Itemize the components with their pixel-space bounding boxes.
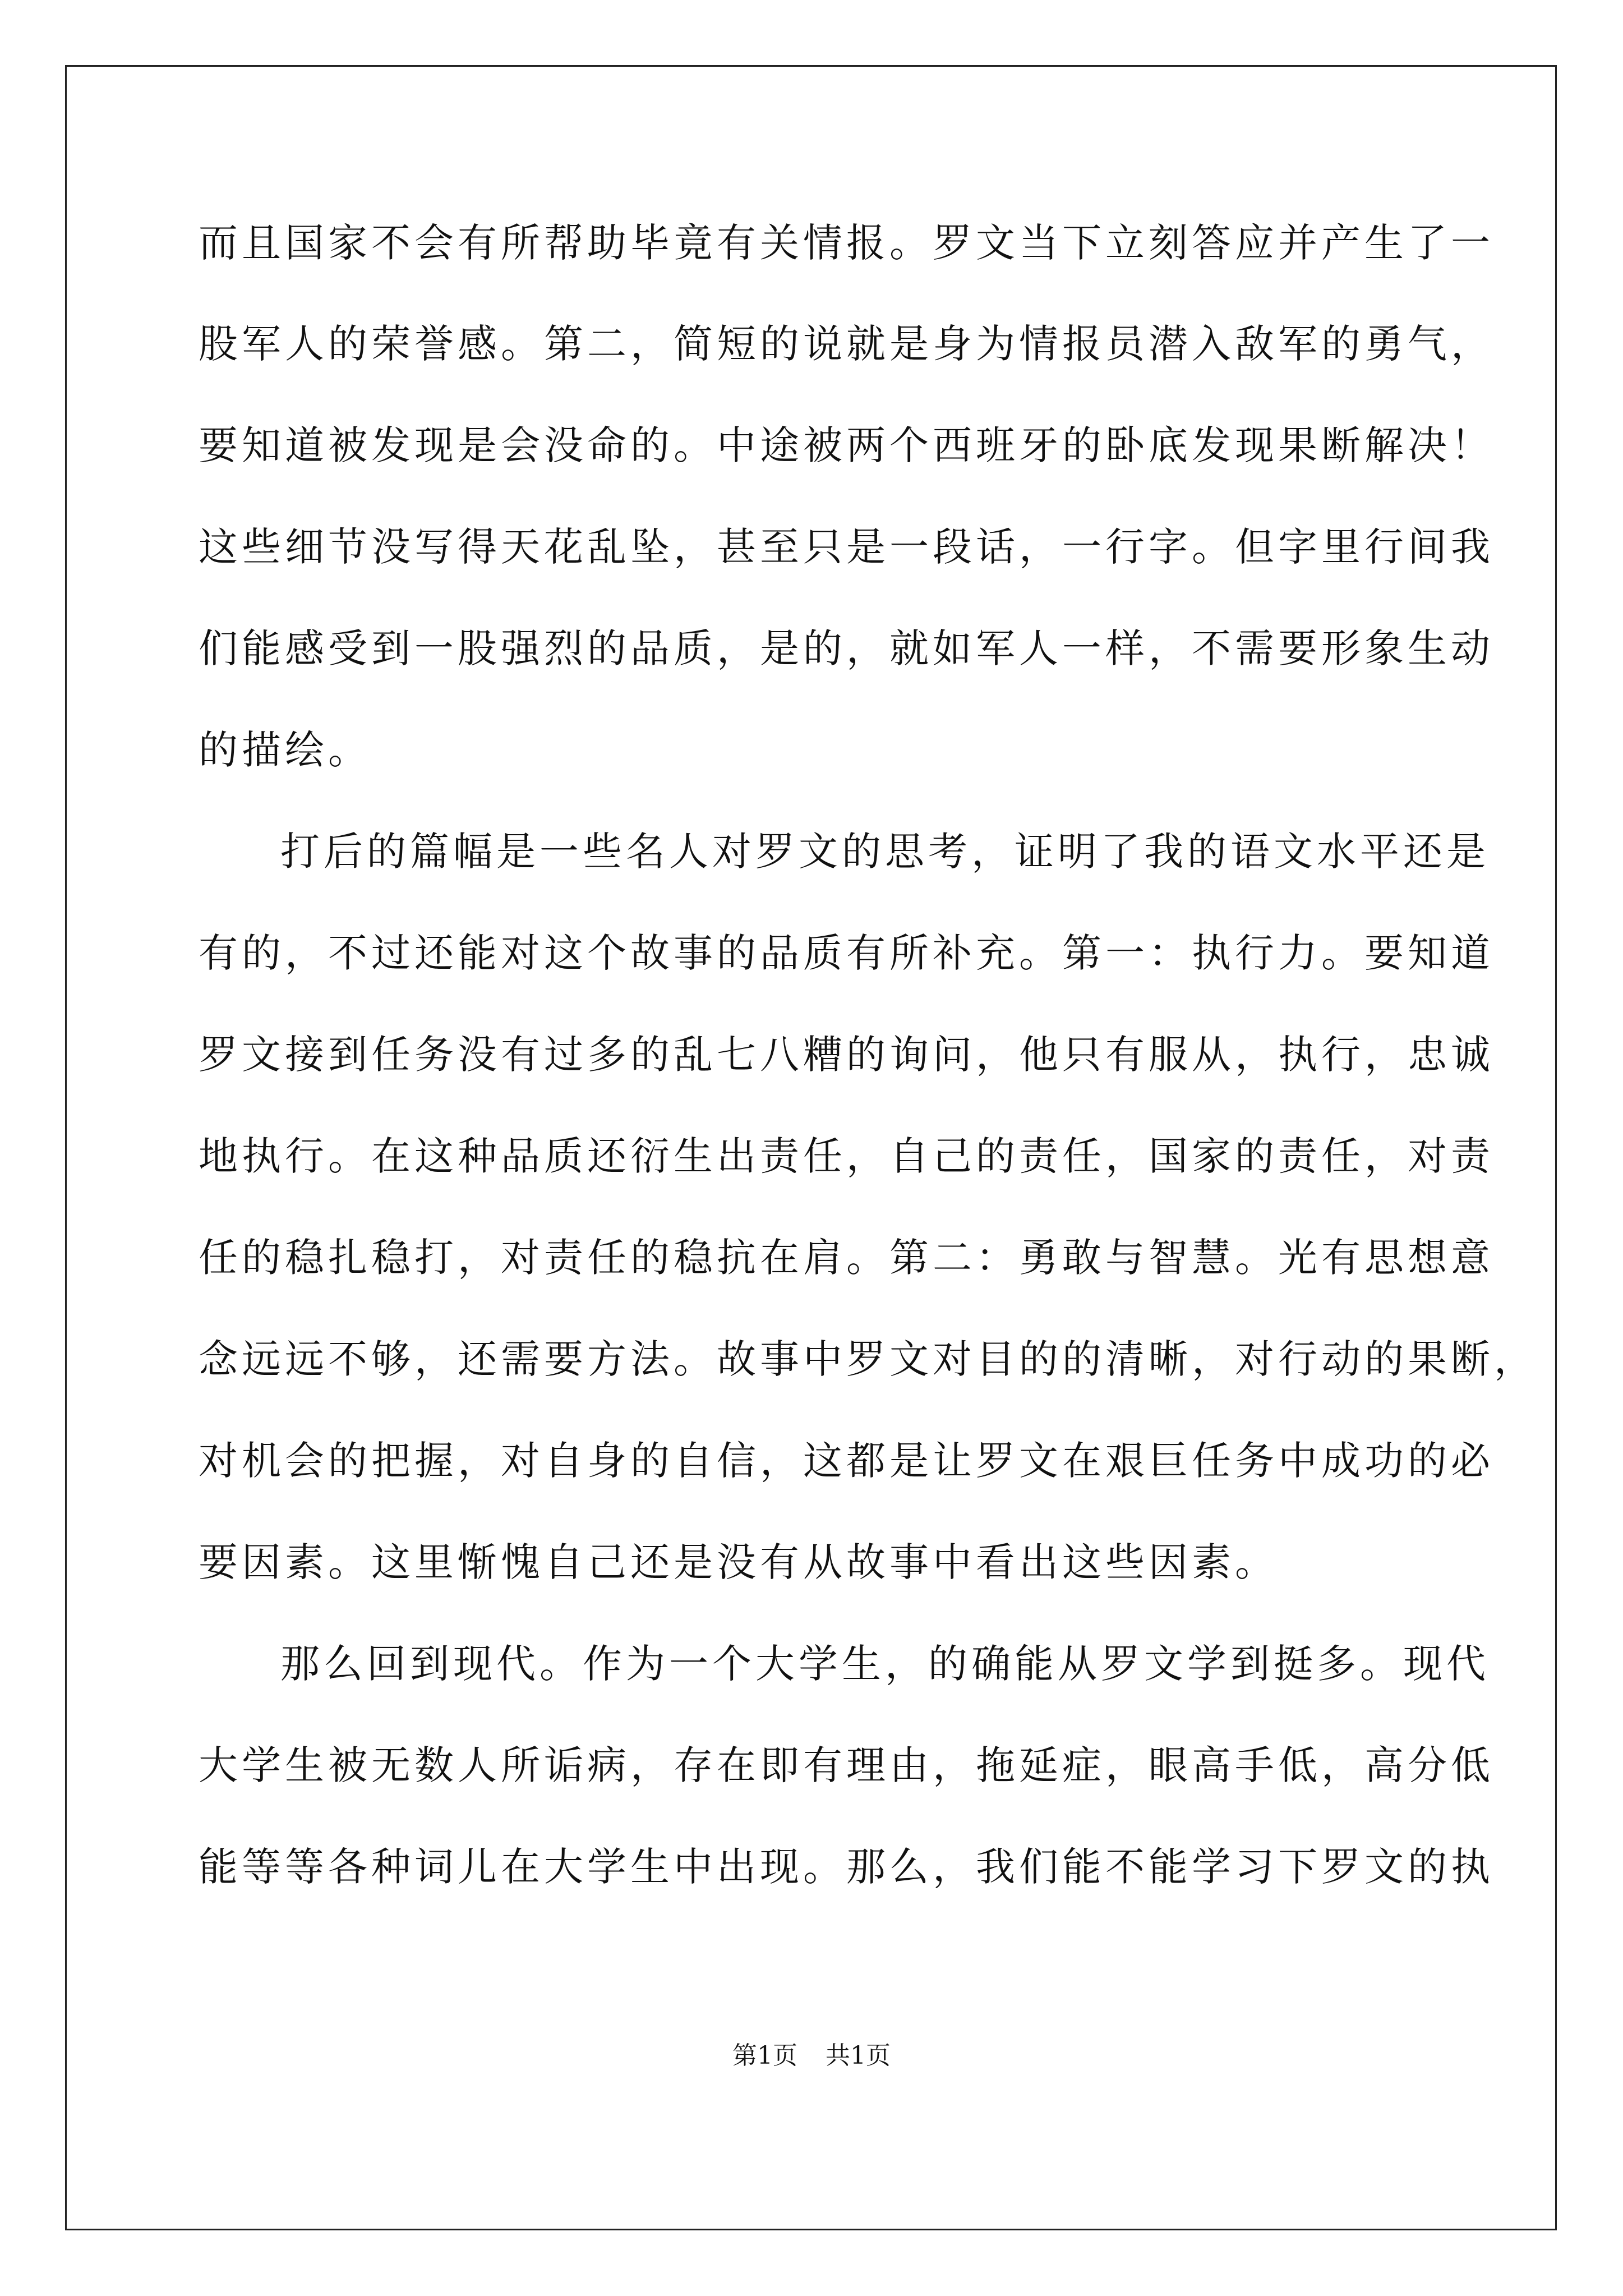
paragraph-line: 能等等各种词儿在大学生中出现。那么，我们能不能学习下罗文的执: [199, 1844, 1494, 1890]
paragraph-line: 地执行。在这种品质还衍生出责任，自己的责任，国家的责任，对责: [199, 1133, 1494, 1179]
paragraph-line: 念远远不够，还需要方法。故事中罗文对目的的清晰，对行动的果断，: [199, 1336, 1537, 1382]
paragraph-line: 罗文接到任务没有过多的乱七八糟的询问，他只有服从，执行，忠诚: [199, 1032, 1494, 1078]
page-number-current: 第1页: [732, 2041, 797, 2070]
page-number-total: 共1页: [826, 2041, 891, 2070]
paragraph-line: 打后的篇幅是一些名人对罗文的思考，证明了我的语文水平还是: [280, 829, 1490, 875]
paragraph-line: 而且国家不会有所帮助毕竟有关情报。罗文当下立刻答应并产生了一: [199, 220, 1494, 266]
paragraph-line: 大学生被无数人所诟病，存在即有理由，拖延症，眼高手低，高分低: [199, 1742, 1494, 1788]
paragraph-line: 对机会的把握，对自身的自信，这都是让罗文在艰巨任务中成功的必: [199, 1438, 1494, 1484]
paragraph-line: 要因素。这里惭愧自己还是没有从故事中看出这些因素。: [199, 1539, 1278, 1585]
paragraph-line: 的描绘。: [199, 727, 371, 773]
paragraph-line: 任的稳扎稳打，对责任的稳抗在肩。第二：勇敢与智慧。光有思想意: [199, 1235, 1494, 1281]
paragraph-line: 那么回到现代。作为一个大学生，的确能从罗文学到挺多。现代: [280, 1641, 1490, 1687]
paragraph-line: 股军人的荣誉感。第二，简短的说就是身为情报员潜入敌军的勇气，: [199, 321, 1494, 367]
page-footer: [0, 2039, 1623, 2073]
paragraph-line: 们能感受到一股强烈的品质，是的，就如军人一样，不需要形象生动: [199, 625, 1494, 671]
paragraph-line: 有的，不过还能对这个故事的品质有所补充。第一：执行力。要知道: [199, 930, 1494, 976]
paragraph-line: 这些细节没写得天花乱坠，甚至只是一段话，一行字。但字里行间我: [199, 524, 1494, 570]
paragraph-line: 要知道被发现是会没命的。中途被两个西班牙的卧底发现果断解决！: [199, 422, 1494, 468]
